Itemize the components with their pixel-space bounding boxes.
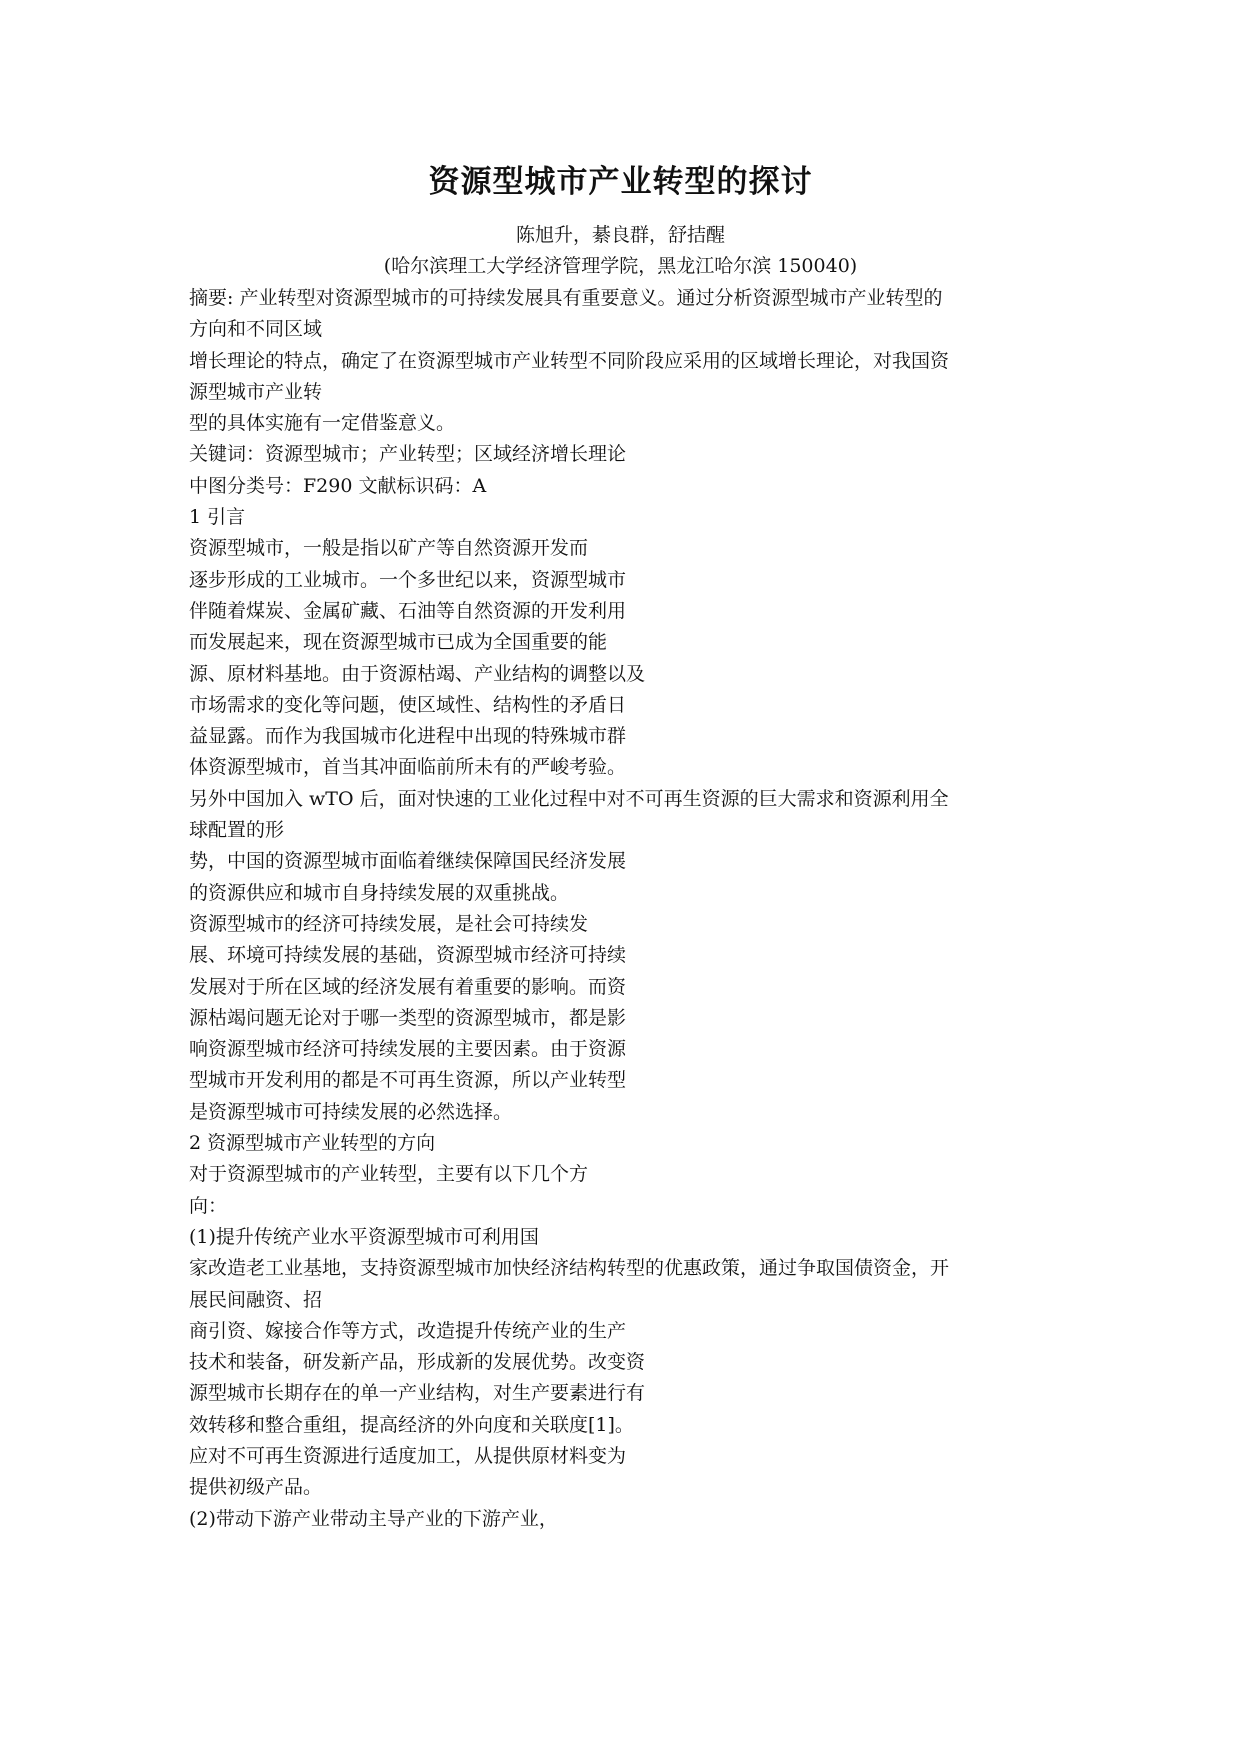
body-line: 体资源型城市，首当其冲面临前所未有的严峻考验。: [189, 756, 627, 779]
body-line: 益显露。而作为我国城市化进程中出现的特殊城市群: [189, 725, 627, 748]
body-line: 而发展起来，现在资源型城市已成为全国重要的能: [189, 631, 608, 654]
body-line: 中图分类号：F290 文献标识码：A: [189, 474, 487, 497]
body-line: 提供初级产品。: [189, 1476, 323, 1499]
body-line: 家改造老工业基地，支持资源型城市加快经济结构转型的优惠政策，通过争取国债资金，开: [189, 1257, 950, 1280]
body-line: 应对不可再生资源进行适度加工，从提供原材料变为: [189, 1444, 627, 1467]
paper-title: 资源型城市产业转型的探讨: [428, 164, 813, 200]
body-line: 摘要: 产业转型对资源型城市的可持续发展具有重要意义。通过分析资源型城市产业转型的: [189, 287, 943, 309]
body-line: 源、原材料基地。由于资源枯竭、产业结构的调整以及: [189, 662, 646, 685]
body-line: (2)带动下游产业带动主导产业的下游产业，: [189, 1507, 558, 1530]
body-line: 球配置的形: [189, 819, 285, 842]
body-line: 市场需求的变化等问题，使区域性、结构性的矛盾日: [189, 693, 627, 716]
paper-authors: 陈旭升，綦良群，舒拮醒: [515, 224, 725, 246]
body-line: 逐步形成的工业城市。一个多世纪以来，资源型城市: [189, 568, 627, 591]
body-line: 向：: [189, 1194, 228, 1217]
body-line: 增长理论的特点，确定了在资源型城市产业转型不同阶段应采用的区域增长理论，对我国资: [189, 349, 950, 372]
body-line: 势，中国的资源型城市面临着继续保障国民经济发展: [189, 850, 627, 873]
body-line: 型城市开发利用的都是不可再生资源，所以产业转型: [189, 1069, 627, 1092]
body-line: 2 资源型城市产业转型的方向: [189, 1132, 436, 1155]
paper-body: [189, 283, 1059, 1535]
body-line: 另外中国加入 wTO 后，面对快速的工业化过程中对不可再生资源的巨大需求和资源利用全: [189, 787, 949, 810]
body-line: 伴随着煤炭、金属矿藏、石油等自然资源的开发利用: [189, 599, 627, 622]
paper-affiliation: (哈尔滨理工大学经济管理学院，黑龙江哈尔滨 150040): [383, 255, 858, 277]
body-line: 资源型城市的经济可持续发展，是社会可持续发: [189, 912, 589, 935]
body-line: 关键词：资源型城市；产业转型；区域经济增长理论: [189, 443, 627, 466]
body-line: 源枯竭问题无论对于哪一类型的资源型城市，都是影: [189, 1006, 627, 1029]
body-line: 效转移和整合重组，提高经济的外向度和关联度[1]。: [189, 1413, 634, 1436]
body-line: 商引资、嫁接合作等方式，改造提升传统产业的生产: [189, 1319, 627, 1342]
body-line: 展民间融资、招: [189, 1288, 323, 1311]
body-line: 对于资源型城市的产业转型，主要有以下几个方: [189, 1163, 589, 1186]
body-line: 发展对于所在区域的经济发展有着重要的影响。而资: [189, 975, 627, 998]
body-line: 是资源型城市可持续发展的必然选择。: [189, 1100, 513, 1123]
body-line: (1)提升传统产业水平资源型城市可利用国: [189, 1225, 539, 1248]
body-line: 技术和装备，研发新产品，形成新的发展优势。改变资: [189, 1351, 646, 1374]
body-line: 1 引言: [189, 506, 246, 529]
body-line: 源型城市产业转: [189, 380, 323, 403]
body-line: 型的具体实施有一定借鉴意义。: [189, 412, 456, 435]
body-line: 展、环境可持续发展的基础，资源型城市经济可持续: [189, 944, 627, 967]
body-line: 源型城市长期存在的单一产业结构，对生产要素进行有: [189, 1382, 646, 1405]
body-line: 的资源供应和城市自身持续发展的双重挑战。: [189, 881, 570, 904]
body-line: 方向和不同区域: [189, 318, 323, 341]
body-line: 响资源型城市经济可持续发展的主要因素。由于资源: [189, 1038, 627, 1061]
body-line: 资源型城市，一般是指以矿产等自然资源开发而: [189, 537, 589, 560]
